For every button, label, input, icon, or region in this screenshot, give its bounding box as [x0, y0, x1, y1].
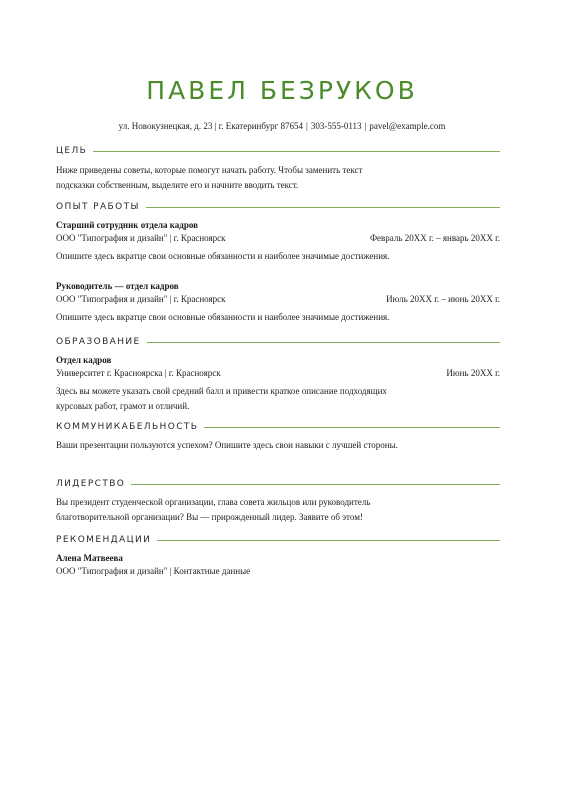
education-meta — [56, 367, 500, 380]
section-title: ОБРАЗОВАНИЕ — [56, 337, 141, 347]
objective-text: Ниже приведены советы, которые помогут начать работу. Чтобы заменить текст подсказки собственным, выделите его и начните вводить текст. — [56, 165, 363, 190]
job-entry — [56, 280, 500, 325]
job-company: ООО "Типография и дизайн" | г. Красноярск — [56, 294, 226, 304]
section-divider — [93, 151, 500, 152]
section-divider — [147, 342, 500, 343]
job-description: Опишите здесь вкратце свои основные обязанности и наиболее значимые достижения. — [56, 312, 390, 322]
objective-section — [56, 144, 500, 193]
section-header — [56, 477, 500, 491]
contact-separator: | — [364, 121, 367, 131]
section-divider — [204, 427, 500, 428]
section-divider — [146, 207, 500, 208]
candidate-name: ПАВЕЛ БЕЗРУКОВ — [146, 76, 418, 105]
job-meta — [56, 232, 500, 245]
reference-details: ООО "Типография и дизайн" | Контактные данные — [56, 566, 251, 576]
reference-entry — [56, 552, 500, 578]
job-position: Руководитель — отдел кадров — [56, 281, 179, 291]
leadership-section — [56, 477, 500, 525]
job-dates: Февраль 20XX г. – январь 20XX г. — [369, 233, 500, 243]
section-divider — [157, 540, 500, 541]
section-header — [56, 420, 500, 434]
education-school: Университет г. Красноярска | г. Красноярск — [56, 368, 221, 378]
section-title: ЛИДЕРСТВО — [56, 479, 126, 489]
references-section — [56, 533, 500, 578]
reference-name: Алена Матвеева — [56, 553, 123, 563]
experience-section — [56, 200, 500, 325]
communication-text: Ваши презентации пользуются успехом? Опишите здесь свои навыки с лучшей стороны. — [56, 440, 398, 450]
section-title: ЦЕЛЬ — [56, 146, 88, 156]
job-meta — [56, 293, 500, 306]
section-title: ОПЫТ РАБОТЫ — [56, 202, 140, 212]
job-position: Старший сотрудник отдела кадров — [56, 220, 198, 230]
section-header — [56, 200, 500, 214]
leadership-text: Вы президент студенческой организации, глава совета жильцов или руководитель благотворительной организации? Вы — прирожденный лидер. Заявите об этом! — [56, 497, 371, 522]
section-title: КОММУНИКАБЕЛЬНОСТЬ — [56, 422, 199, 432]
section-header — [56, 144, 500, 158]
education-section — [56, 335, 500, 414]
section-header — [56, 335, 500, 349]
education-degree: Отдел кадров — [56, 355, 112, 365]
contact-line — [0, 120, 564, 132]
reference-details-row — [56, 565, 500, 578]
job-description: Опишите здесь вкратце свои основные обязанности и наиболее значимые достижения. — [56, 251, 390, 261]
education-text: Здесь вы можете указать свой средний балл и привести краткое описание подходящих курсовых работ, грамот и отличий. — [56, 386, 387, 411]
education-date: Июнь 20XX г. — [446, 368, 500, 378]
contact-address: ул. Новокузнецкая, д. 23 | г. Екатеринбург 87654 — [118, 121, 304, 131]
section-divider — [131, 484, 500, 485]
section-header — [56, 533, 500, 547]
job-entry — [56, 219, 500, 264]
education-entry — [56, 354, 500, 414]
contact-phone: 303-555-0113 — [310, 121, 362, 131]
section-title: РЕКОМЕНДАЦИИ — [56, 535, 152, 545]
contact-separator: | — [306, 121, 308, 131]
communication-section — [56, 420, 500, 453]
contact-email[interactable]: pavel@example.com — [369, 121, 446, 131]
job-company: ООО "Типография и дизайн" | г. Красноярск — [56, 233, 226, 243]
job-dates: Июль 20XX г. – июнь 20XX г. — [386, 294, 500, 304]
